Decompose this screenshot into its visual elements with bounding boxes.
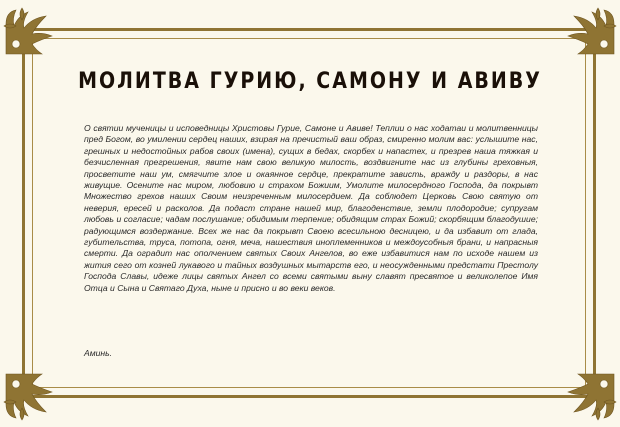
- corner-ornament-icon: [564, 370, 618, 424]
- prayer-body: О святии мученицы и исповедницы Христовы Гурие, Самоне и Авиве! Теплии о нас ходатаи и молитвенницы пред Богом, во умилении сердец наших, взирая на пречистый ваш образ, смиренно молим вас: услышите нас, грешных и недостойных рабов своих (имена), сущих в бедах, скорбех и напастех, и презрев наша тяжкая и безчисленная прегрешения, явите нам свою великую милость, воздвигните нас из глубины греховныя, просветите наш ум, смягчите злое и окаянное сердце, прекратите зависть, вражду и раздоры, в нас живущие. Осените нас миром, любовию и страхом Божиим, Умолите милосердного Господа, да покрывт Множество грехов наших Своим неизреченным милосердием. Да соблюдет Церковь Свою святую от неверия, ересей и расколов. Да подаст стране нашей мир, благоденствие, земли плодородие; супругам любовь и согласие; чадам послушание; обидимым терпение; обидящим страх Божий; скорбящим благодушие; радующимся воздержание. Всех же нас да покрывт Своею всесильною десницею, и да избавит от глада, губительства, труса, потопа, огня, меча, нашествия иноплеменников и междоусобныя брани, и напрасныя смерти. Да оградит нас ополчением святых Своих Ангелов, во еже избавитися нам по исходе нашем из жития сего от козней лукавого и тайных воздушных мытарств его, и неосужденными предстати Престолу Господа Славы, идеже лицы святых Ангел со всеми святыми выну славят пресвятое и великолепое Имя Отца и Сына и Святаго Духа, ныне и присно и во веки веков.: [84, 123, 538, 293]
- prayer-closing: Аминь.: [84, 348, 113, 358]
- corner-ornament-icon: [2, 370, 56, 424]
- corner-ornament-icon: [2, 4, 56, 58]
- corner-ornament-icon: [564, 4, 618, 58]
- prayer-title: МОЛИТВА ГУРИЮ, САМОНУ И АВИВУ: [78, 68, 542, 94]
